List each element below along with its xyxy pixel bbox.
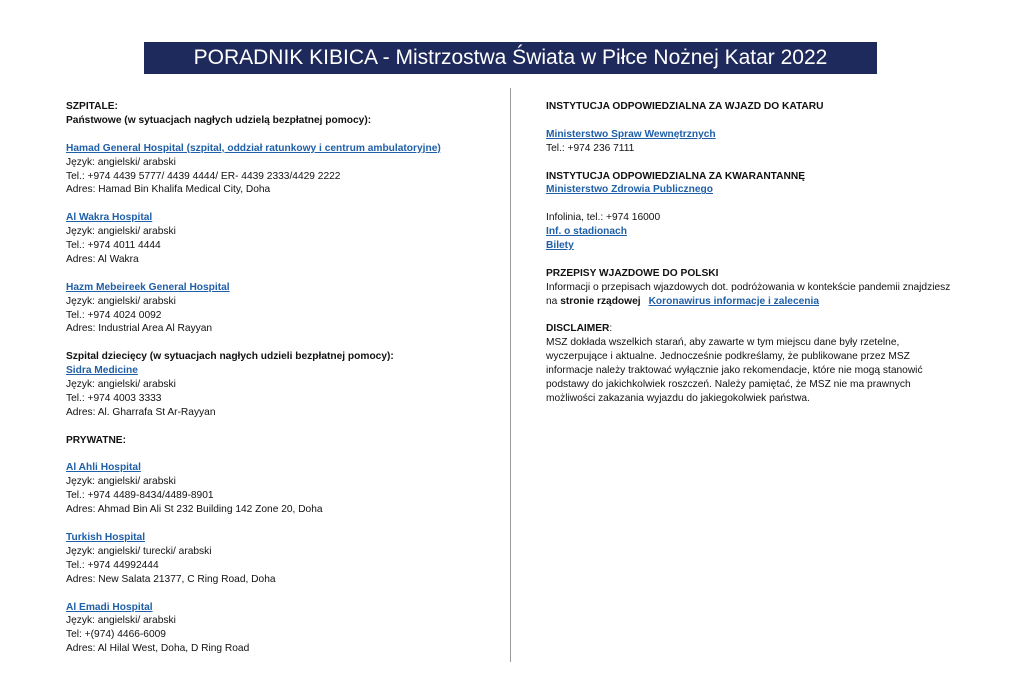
hospital-language: Język: angielski/ arabski <box>66 379 176 391</box>
disclaimer-line: MSZ dokłada wszelkich starań, aby zawarte w tym miejscu dane były rzetelne, <box>546 337 900 349</box>
public-hospitals-heading: Państwowe (w sytuacjach nagłych udzielą bezpłatnej pomocy): <box>66 114 372 126</box>
hospital-link-al-ahli[interactable]: Al Ahli Hospital <box>66 462 141 474</box>
hospital-entry <box>66 211 506 267</box>
entry-institution-heading: INSTYTUCJA ODPOWIEDZIALNA ZA WJAZD DO KATARU <box>546 101 824 112</box>
poland-entry-text: Informacji o przepisach wjazdowych dot. podróżowania w kontekście pandemii znajdziesz <box>546 281 951 293</box>
private-hospitals-heading: PRYWATNE: <box>66 434 126 446</box>
poland-entry-heading: PRZEPISY WJAZDOWE DO POLSKI <box>546 267 719 279</box>
hospital-entry <box>66 601 506 657</box>
interior-ministry-link[interactable]: Ministerstwo Spraw Wewnętrznych <box>546 128 716 140</box>
hospital-language: Język: angielski/ arabski <box>66 295 176 307</box>
disclaimer-line: możliwości zakazania wyjazdu do jakiegokolwiek państwa. <box>546 392 810 404</box>
hospital-language: Język: angielski/ turecki/ arabski <box>66 545 212 557</box>
hospital-address: Adres: Al Hilal West, Doha, D Ring Road <box>66 643 250 655</box>
government-site-label: stronie rządowej <box>560 295 641 307</box>
hospital-entry <box>66 461 506 517</box>
hospital-language: Język: angielski/ arabski <box>66 226 176 238</box>
quarantine-institution-heading: INSTYTUCJA ODPOWIEDZIALNA ZA KWARANTANNĘ <box>546 170 806 182</box>
poland-prefix: na <box>546 295 558 307</box>
children-hospital-heading: Szpital dziecięcy (w sytuacjach nagłych udzieli bezpłatnej pomocy): <box>66 351 394 363</box>
hospital-link-al-emadi[interactable]: Al Emadi Hospital <box>66 601 153 613</box>
hospital-entry <box>66 531 506 587</box>
disclaimer-line: wyczerpujące i aktualne. Jednocześnie podkreślamy, że publikowane przez MSZ <box>546 351 910 363</box>
column-divider <box>510 88 511 662</box>
hospital-phone: Tel.: +974 44992444 <box>66 559 159 571</box>
hospital-language: Język: angielski/ arabski <box>66 476 176 488</box>
info-column <box>546 100 986 406</box>
hospital-address: Adres: Ahmad Bin Ali St 232 Building 142 Zone 20, Doha <box>66 504 323 516</box>
infoline-phone: Infolinia, tel.: +974 16000 <box>546 212 661 224</box>
hospital-address: Adres: New Salata 21377, C Ring Road, Doha <box>66 573 276 585</box>
disclaimer-heading: DISCLAIMER <box>546 323 610 335</box>
hospital-link-hamad[interactable]: Hamad General Hospital (szpital, oddział ratunkowy i centrum ambulatoryjne) <box>66 142 441 154</box>
hospital-link-sidra[interactable]: Sidra Medicine <box>66 365 138 377</box>
tickets-link[interactable]: Bilety <box>546 240 574 252</box>
hospital-phone: Tel.: +974 4489-8434/4489-8901 <box>66 490 214 502</box>
hospital-language: Język: angielski/ arabski <box>66 615 176 627</box>
hospital-link-hazm-mebeireek[interactable]: Hazm Mebeireek General Hospital <box>66 281 230 293</box>
health-ministry-link[interactable]: Ministerstwo Zdrowia Publicznego <box>546 184 713 196</box>
disclaimer-colon: : <box>609 323 613 335</box>
hospital-address: Adres: Hamad Bin Khalifa Medical City, Doha <box>66 184 271 196</box>
disclaimer-line: informacje należy traktować wyłącznie jako rekomendacje, które nie mogą stanowić <box>546 365 923 377</box>
hospital-address: Adres: Al. Gharrafa St Ar-Rayyan <box>66 406 216 418</box>
hospital-phone: Tel.: +974 4024 0092 <box>66 309 162 321</box>
hospital-entry <box>66 281 506 337</box>
hospital-phone: Tel.: +974 4011 4444 <box>66 240 161 252</box>
disclaimer-heading-line <box>546 322 986 336</box>
hospital-phone: Tel: +(974) 4466-6009 <box>66 629 166 641</box>
hospitals-heading: SZPITALE: <box>66 101 118 112</box>
coronavirus-info-link[interactable]: Koronawirus informacje i zalecenia <box>648 295 819 307</box>
poland-entry-line <box>546 295 986 309</box>
hospital-address: Adres: Al Wakra <box>66 253 139 265</box>
hospital-entry <box>66 142 506 198</box>
stadium-info-link[interactable]: Inf. o stadionach <box>546 226 627 238</box>
hospital-language: Język: angielski/ arabski <box>66 156 176 168</box>
disclaimer-line: podstawy do jakichkolwiek roszczeń. Należy pamiętać, że MSZ nie ma prawnych <box>546 379 911 391</box>
hospital-entry <box>66 364 506 420</box>
page-title: PORADNIK KIBICA - Mistrzostwa Świata w Piłce Nożnej Katar 2022 <box>144 42 877 74</box>
hospitals-column <box>66 100 506 656</box>
interior-ministry-phone: Tel.: +974 236 7111 <box>546 142 635 154</box>
hospital-link-turkish[interactable]: Turkish Hospital <box>66 531 146 543</box>
hospital-phone: Tel.: +974 4003 3333 <box>66 392 162 404</box>
hospital-link-al-wakra[interactable]: Al Wakra Hospital <box>66 212 153 224</box>
hospital-phone: Tel.: +974 4439 5777/ 4439 4444/ ER- 4439 2333/4429 2222 <box>66 170 341 182</box>
hospital-address: Adres: Industrial Area Al Rayyan <box>66 323 213 335</box>
